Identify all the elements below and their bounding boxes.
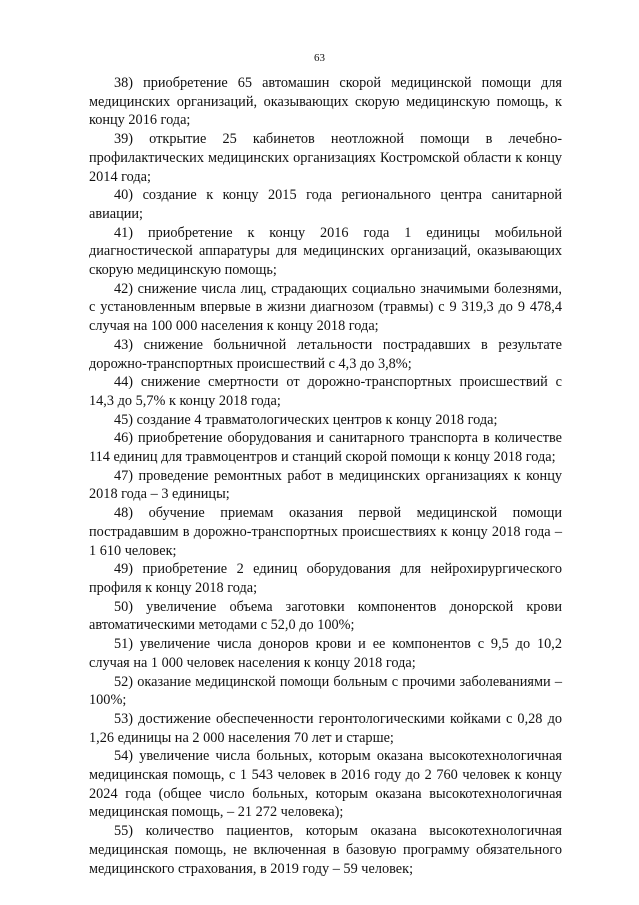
list-item-40: 40) создание к концу 2015 года регионального центра санитарной авиации; bbox=[89, 187, 562, 222]
list-item-44: 44) снижение смертности от дорожно-транспортных происшествий с 14,3 до 5,7% к концу 2018 года; bbox=[89, 374, 562, 409]
list-item-46: 46) приобретение оборудования и санитарного транспорта в количестве 114 единиц для травмоцентров и станций скорой помощи к концу 2018 года; bbox=[89, 430, 562, 466]
list-item-47: 47) проведение ремонтных работ в медицинских организациях к концу 2018 года – 3 единицы; bbox=[89, 467, 562, 503]
list-item-49: 49) приобретение 2 единиц оборудования для нейрохирургического профиля к концу 2018 года; bbox=[89, 561, 562, 596]
list-item-48: 48) обучение приемам оказания первой медицинской помощи пострадавшим в дорожно-транспортных происшествиях к концу 2018 года – 1 610 человек; bbox=[89, 505, 562, 559]
list-item-51: 51) увеличение числа доноров крови и ее компонентов с 9,5 до 10,2 случая на 1 000 человек населения к концу 2018 года; bbox=[89, 636, 562, 671]
list-item-53: 53) достижение обеспеченности геронтологическими койками с 0,28 до 1,26 единицы на 2 000 населения 70 лет и старше; bbox=[89, 710, 562, 746]
list-item-39: 39) открытие 25 кабинетов неотложной помощи в лечебно-профилактических медицинских организациях Костромской области к концу 2014 года; bbox=[89, 131, 562, 185]
list-item-43: 43) снижение больничной летальности пострадавших в результате дорожно-транспортных происшествий с 4,3 до 3,8%; bbox=[89, 336, 562, 372]
page-number: 63 bbox=[314, 52, 325, 64]
document-body bbox=[89, 74, 562, 878]
list-item-41: 41) приобретение к концу 2016 года 1 единицы мобильной диагностической аппаратуры для медицинских организаций, оказывающих скорую медицинскую помощь; bbox=[89, 224, 562, 279]
list-item-50: 50) увеличение объема заготовки компонентов донорской крови автоматическими методами с 52,0 до 100%; bbox=[89, 598, 562, 634]
list-item-55: 55) количество пациентов, которым оказана высокотехнологичная медицинская помощь, не включенная в базовую программу обязательного медицинского страхования, в 2019 году – 59 человек; bbox=[89, 823, 562, 877]
list-item-38: 38) приобретение 65 автомашин скорой медицинской помощи для медицинских организаций, оказывающих скорую медицинскую помощь, к концу 2016 года; bbox=[89, 75, 562, 129]
list-item-42: 42) снижение числа лиц, страдающих социально значимыми болезнями, с установленным впервые в жизни диагнозом (травмы) с 9 319,3 до 9 478,4 случая на 100 000 населения к концу 2018 года; bbox=[89, 280, 562, 335]
list-item-45: 45) создание 4 травматологических центров к концу 2018 года; bbox=[114, 411, 498, 428]
list-item-52: 52) оказание медицинской помощи больным с прочими заболеваниями – 100%; bbox=[89, 673, 562, 709]
list-item-54: 54) увеличение числа больных, которым оказана высокотехнологичная медицинская помощь, с 1 543 человек в 2016 году до 2 760 человек к концу 2024 года (общее число больных, которым оказана высокотехнологичная медицинская помощь, – 21 272 человека); bbox=[89, 748, 562, 821]
